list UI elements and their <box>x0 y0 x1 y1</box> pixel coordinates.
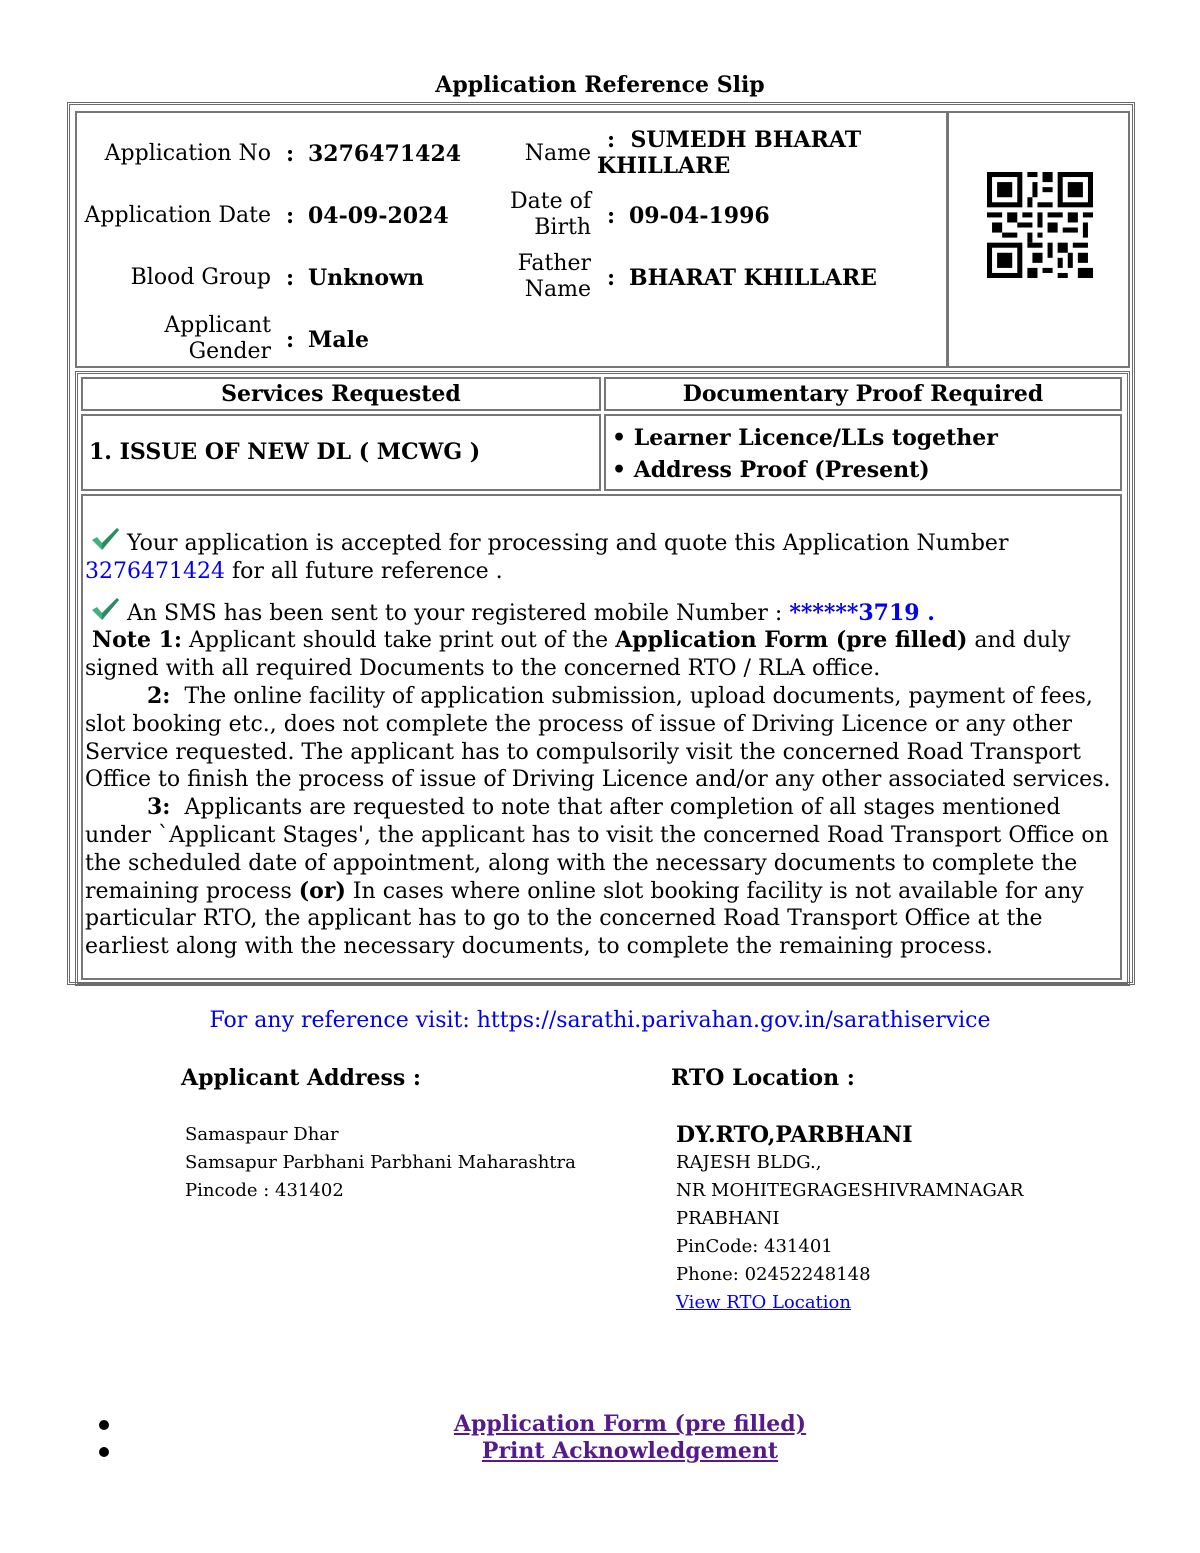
gender-value: Male <box>308 327 369 353</box>
sms-text: An SMS has been sent to your registered mobile Number : <box>127 600 783 626</box>
applicant-address-heading: Applicant Address : <box>181 1065 421 1091</box>
colon: : <box>286 265 295 291</box>
note1-text: Applicant should take print out of the <box>189 628 609 654</box>
documentary-proof-header: Documentary Proof Required <box>604 377 1122 411</box>
application-number-ref: 3276471424 <box>85 558 225 584</box>
document-item: • Learner Licence/LLs together <box>612 422 1120 454</box>
accepted-suffix: for all future reference . <box>231 558 503 584</box>
reference-link-text: For any reference visit: https://sarathi.parivahan.gov.in/sarathiservice <box>209 1008 991 1033</box>
blood-group-value: Unknown <box>308 265 425 291</box>
application-date-label: Application Date <box>84 203 271 228</box>
colon: : <box>607 265 616 291</box>
rto-name: DY.RTO,PARBHANI <box>676 1122 913 1148</box>
rto-location-heading: RTO Location : <box>671 1065 855 1091</box>
document-links <box>0 1411 1200 1465</box>
note3-text-cont: In cases where online slot booking facility is not available for any particular RTO, the applicant has to go to the concerned Road Transport Office at the earliest along with the necessary documents, to complete the remaining process. <box>85 878 1084 960</box>
print-acknowledgement-link[interactable]: Print Acknowledgement <box>481 1438 779 1464</box>
note1-form-name: Application Form (pre filled) <box>615 627 968 654</box>
reference-slip <box>67 102 1135 985</box>
rto-address: DY.RTO,PARBHANI RAJESH BLDG., NR MOHITEGRAGESHIVRAMNAGAR PRABHANI PinCode: 431401 Phone: 02452248148 View RTO Location <box>676 1122 1024 1313</box>
page-title: Application Reference Slip <box>435 72 765 98</box>
dob-label: Date of Birth <box>510 189 591 240</box>
note1-text-cont: and duly signed with all required Documents to the concerned RTO / RLA office. <box>85 628 1071 682</box>
applicant-details <box>75 111 948 368</box>
accepted-text: Your application is accepted for processing and quote this Application Number <box>127 531 1009 556</box>
application-form-link[interactable]: Application Form (pre filled) <box>453 1411 807 1437</box>
note3-or: (or) <box>298 877 346 904</box>
note3-label: 3: <box>147 794 171 821</box>
application-no-label: Application No <box>104 141 271 166</box>
note2-text: The online facility of application submission, upload documents, payment of fees, slot booking etc., does not complete the process of issue of Driving Licence or any other Service requested. The applicant has to compulsorily visit the concerned Road Transport Office to finish the process of issue of Driving Licence and/or any other associated services. <box>85 683 1111 793</box>
colon: : <box>286 203 295 229</box>
colon: : <box>286 141 295 167</box>
blood-group-label: Blood Group <box>130 265 271 290</box>
documents-cell <box>604 414 1122 491</box>
view-rto-location-link[interactable]: View RTO Location <box>676 1292 851 1313</box>
services-section <box>75 371 1130 986</box>
application-no-value: 3276471424 <box>308 141 462 167</box>
application-date-value: 04-09-2024 <box>308 203 449 229</box>
check-icon <box>89 526 121 552</box>
name-label: Name <box>524 141 591 166</box>
colon: : <box>286 327 295 353</box>
note1-label: Note 1: <box>92 627 183 654</box>
colon: : <box>607 203 616 229</box>
notes-panel <box>81 494 1122 980</box>
note2-label: 2: <box>147 682 171 709</box>
father-name-label: Father Name <box>517 251 591 302</box>
check-icon <box>89 596 121 622</box>
masked-mobile-number: ******3719 . <box>789 599 935 626</box>
document-item: • Address Proof (Present) <box>612 454 1120 486</box>
father-name-value: BHARAT KHILLARE <box>629 265 877 291</box>
qr-code-panel <box>947 111 1130 368</box>
gender-label: Applicant Gender <box>164 313 271 364</box>
qr-code-icon <box>987 172 1093 278</box>
service-item: 1. ISSUE OF NEW DL ( MCWG ) <box>81 414 601 491</box>
dob-value: 09-04-1996 <box>629 203 770 229</box>
name-value: : SUMEDH BHARAT KHILLARE <box>597 127 862 179</box>
applicant-address: Samaspaur Dhar Samsapur Parbhani Parbhani Maharashtra Pincode : 431402 <box>185 1124 576 1201</box>
note3-text: Applicants are requested to note that after completion of all stages mentioned under `Applicant Stages', the applicant has to visit the concerned Road Transport Office on the scheduled date of appointment, along with the necessary documents to complete the remaining process <box>85 795 1109 904</box>
services-requested-header: Services Requested <box>81 377 601 411</box>
